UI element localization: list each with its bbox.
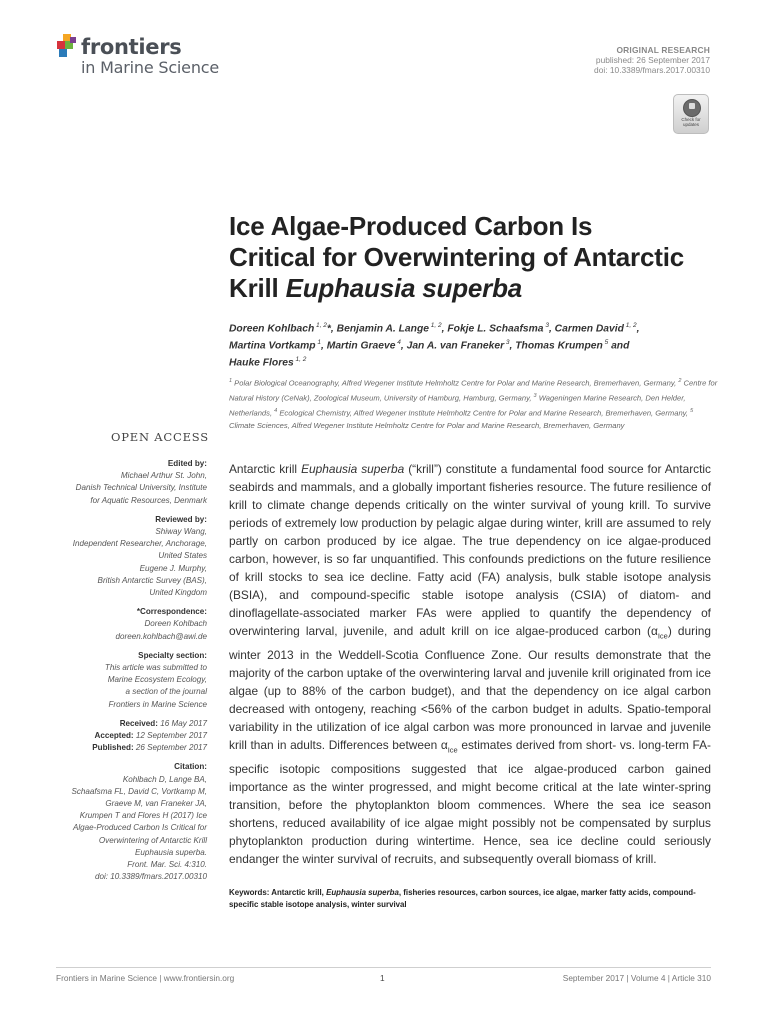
author-affiliation-marker: 1	[315, 338, 322, 346]
open-access-label: OPEN ACCESS	[111, 430, 209, 444]
abstract-text: Antarctic krill Euphausia superba (“krill”) constitute a fundamental food source for Antarctic seabirds and mammals, and a globally important fisheries resource. The future resilience of krill to climate change depends critically on the winter survival of young krill. To survive periods of extremely low production by pelagic algae during winter, krill are assumed to rely partly on carbon produced by ice algae. The true dependency on ice algae-produced carbon, however, is so far unquantified. This confounds predictions on the future resilience of krill stocks to sea ice decline. Fatty acid (FA) analysis, bulk stable isotope analysis (BSIA), and compound-specific stable isotope analysis (CSIA) of diatom- and dinoflagellate-associated marker FAs were applied to quantify the dependency of overwintering larval, juvenile, and adult krill on ice algae-produced carbon $(\alpha_{Ice})$ during winter 2013 in the Weddell-Scotia Confluence Zone. Our results demonstrate that the majority of the carbon uptake of the overwintering larval and juvenile krill originated from ice algae (up to 88% of the carbon budget), and that the dependency on ice algal carbon decreased with ontogeny, reaching <56% of the carbon budget in adults. Spatio-temporal variability in the utilization of ice algal carbon was more pronounced in larvae and juvenile krill than in adults. Differences between $\alpha_{Ice}$ estimates derived from short- vs. long-term FA-specific isotopic compositions suggested that ice algae-produced carbon gained importance as the winter progressed, and might become critical at the late winter-spring transition, before the phytoplankton bloom commences. Where the sea ice season shortens, reduced availability of ice algae might possibly not be compensated by surplus phytoplankton production during wintertime. Hence, sea ice decline could seriously endanger the winter survival of recruits, and subsequently overall biomass of krill.	[229, 462, 711, 866]
edited-by-section: Edited by: Michael Arthur St. John, Danish Technical University, Institute for Aquatic Resources, Denmark	[40, 458, 207, 507]
frontiers-logo-icon	[56, 33, 80, 59]
specialty-section: Specialty section: This article was submitted to Marine Ecosystem Ecology, a section of the journal Frontiers in Marine Science	[40, 650, 207, 711]
check-updates-icon	[683, 99, 701, 117]
author-name[interactable]: Carmen David	[554, 323, 624, 335]
sidebar-line: Shiway Wang,	[155, 527, 207, 537]
author-affiliation-marker: 1, 2	[428, 322, 442, 329]
published-date: published: 26 September 2017	[595, 55, 710, 65]
footer-journal[interactable]: Frontiers in Marine Science | www.frontiersin.org	[56, 973, 235, 983]
sidebar-line: Eugene J. Murphy,	[139, 563, 207, 573]
affiliation-text: Centre for Natural History (CeNak), Zoological Museum, University of Hamburg, Hamburg, Germany,	[229, 378, 718, 403]
article-title: Ice Algae-Produced Carbon Is Critical for Overwintering of Antarctic Krill Euphausia superba	[229, 211, 684, 303]
affiliation-text: Ecological Chemistry, Alfred Wegener Institute Helmholtz Centre for Polar and Marine Research, Bremerhaven, Germany,	[277, 408, 691, 418]
sidebar-line[interactable]: Doreen Kohlbach	[144, 619, 207, 629]
affiliation-number: 1	[229, 378, 233, 384]
author-name[interactable]: Jan A. van Franeker	[406, 340, 505, 352]
sidebar-line: Overwintering of Antarctic Krill	[98, 835, 207, 845]
sidebar-line: Frontiers in Marine Science	[108, 699, 207, 709]
sidebar-line: United Kingdom	[149, 588, 207, 598]
journal-logo[interactable]	[56, 33, 256, 81]
reviewed-by-section: Reviewed by: Shiway Wang, Independent Researcher, Anchorage, United States Eugene J. Murphy, British Antarctic Survey (BAS), United Kingdom	[40, 514, 207, 599]
article-type: ORIGINAL RESEARCH	[616, 45, 710, 55]
sidebar-line: Kohlbach D, Lange BA,	[122, 774, 207, 784]
sidebar-line: Independent Researcher, Anchorage,	[72, 539, 207, 549]
author-affiliation-marker: 3	[504, 338, 510, 346]
affiliation-number: 2	[678, 378, 682, 384]
author-name[interactable]: Martin Graeve	[326, 340, 396, 352]
check-for-updates-button[interactable]: Check for updates	[673, 94, 709, 134]
affiliation-number: 5	[690, 407, 694, 414]
sidebar-line: Krumpen T and Flores H (2017) Ice	[79, 811, 207, 821]
affiliations	[229, 375, 719, 432]
sidebar-line: Front. Mar. Sci. 4:310.	[127, 860, 207, 870]
sidebar-line: Schaafsma FL, David C, Vortkamp M,	[71, 786, 207, 796]
author-affiliation-marker: 1, 2	[623, 322, 637, 329]
author-name[interactable]: Hauke Flores	[229, 357, 294, 369]
sidebar-line: Michael Arthur St. John,	[120, 471, 207, 481]
sidebar-line: This article was submitted to	[104, 663, 207, 673]
journal-name: in Marine Science	[81, 58, 219, 77]
sidebar-line: a section of the journal	[125, 687, 207, 697]
author-name[interactable]: Martina Vortkamp	[229, 340, 316, 352]
affiliation-text: Climate Sciences, Alfred Wegener Institute Helmholtz Centre for Polar and Marine Research, Bremerhaven, Germany	[229, 420, 625, 430]
affiliation-text: Wageningen Marine Research, Den Helder, Netherlands,	[229, 393, 686, 418]
author-affiliation-marker: 1, 2	[293, 355, 307, 363]
sidebar-line: Graeve M, van Franeker JA,	[105, 799, 207, 809]
sidebar-line: Danish Technical University, Institute	[75, 483, 207, 493]
author-name[interactable]: Fokje L. Schaafsma	[447, 323, 544, 335]
author-name[interactable]: Doreen Kohlbach	[229, 323, 315, 335]
sidebar-line: British Antarctic Survey (BAS),	[97, 575, 207, 585]
corresponding-marker: *	[326, 323, 331, 335]
sidebar-line: doi: 10.3389/fmars.2017.00310	[94, 872, 207, 882]
author-affiliation-marker: 3	[543, 322, 549, 329]
article-sidebar	[40, 458, 207, 891]
correspondence-section: *Correspondence: Doreen Kohlbach doreen.kohlbach@awi.de	[40, 606, 207, 643]
footer-issue: September 2017 | Volume 4 | Article 310	[562, 973, 711, 983]
page-number: 1	[380, 973, 385, 983]
author-name[interactable]: Thomas Krumpen	[515, 340, 603, 352]
author-name[interactable]: Benjamin A. Lange	[336, 323, 429, 335]
affiliation-number: 3	[533, 392, 537, 399]
keywords: Keywords: Antarctic krill, Euphausia superba, fisheries resources, carbon sources, ice algae, marker fatty acids, compound-specific stable isotope analysis, winter survival	[229, 888, 696, 910]
author-affiliation-marker: 5	[602, 338, 609, 346]
article-meta	[594, 45, 710, 75]
affiliation-text: Polar Biological Oceanography, Alfred Wegener Institute Helmholtz Centre for Polar and Marine Research, Bremerhaven, Germany,	[232, 378, 679, 388]
sidebar-line: for Aquatic Resources, Denmark	[90, 495, 207, 505]
dates-section: Received: 16 May 2017 Accepted: 12 September 2017 Published: 26 September 2017	[92, 718, 207, 753]
affiliation-number: 4	[274, 407, 278, 414]
author-affiliation-marker: 4	[395, 338, 401, 346]
citation-section: Citation: Kohlbach D, Lange BA, Schaafsma FL, David C, Vortkamp M, Graeve M, van Franeker JA, Krumpen T and Flores H (2017) Ice Algae-Produced Carbon Is Critical for Overwintering of Antarctic Krill Euphausia superba. Front. Mar. Sci. 4:310. doi: 10.3389/fmars.2017.00310	[40, 761, 207, 883]
sidebar-line: Algae-Produced Carbon Is Critical for	[72, 823, 207, 833]
footer-divider	[56, 967, 711, 968]
author-affiliation-marker: 1, 2	[314, 322, 327, 329]
article-doi[interactable]: doi: 10.3389/fmars.2017.00310	[594, 65, 710, 75]
sidebar-line: Marine Ecosystem Ecology,	[107, 675, 207, 685]
author-list: Doreen Kohlbach $^{1, 2}$*, Benjamin A. Lange $^{1, 2}$, Fokje L. Schaafsma $^3$, Carmen David $^{1, 2}$, Martina Vortkamp $^1$, Martin Graeve $^4$, Jan A. van Franeker $^3$, Thomas Krumpen $^5$ and Hauke Flores $^{1, 2}$	[229, 322, 640, 369]
sidebar-line: United States	[158, 551, 207, 561]
sidebar-line[interactable]: doreen.kohlbach@awi.de	[115, 631, 207, 641]
sidebar-line: Euphausia superba.	[135, 847, 207, 857]
journal-brand: frontiers	[81, 35, 182, 59]
